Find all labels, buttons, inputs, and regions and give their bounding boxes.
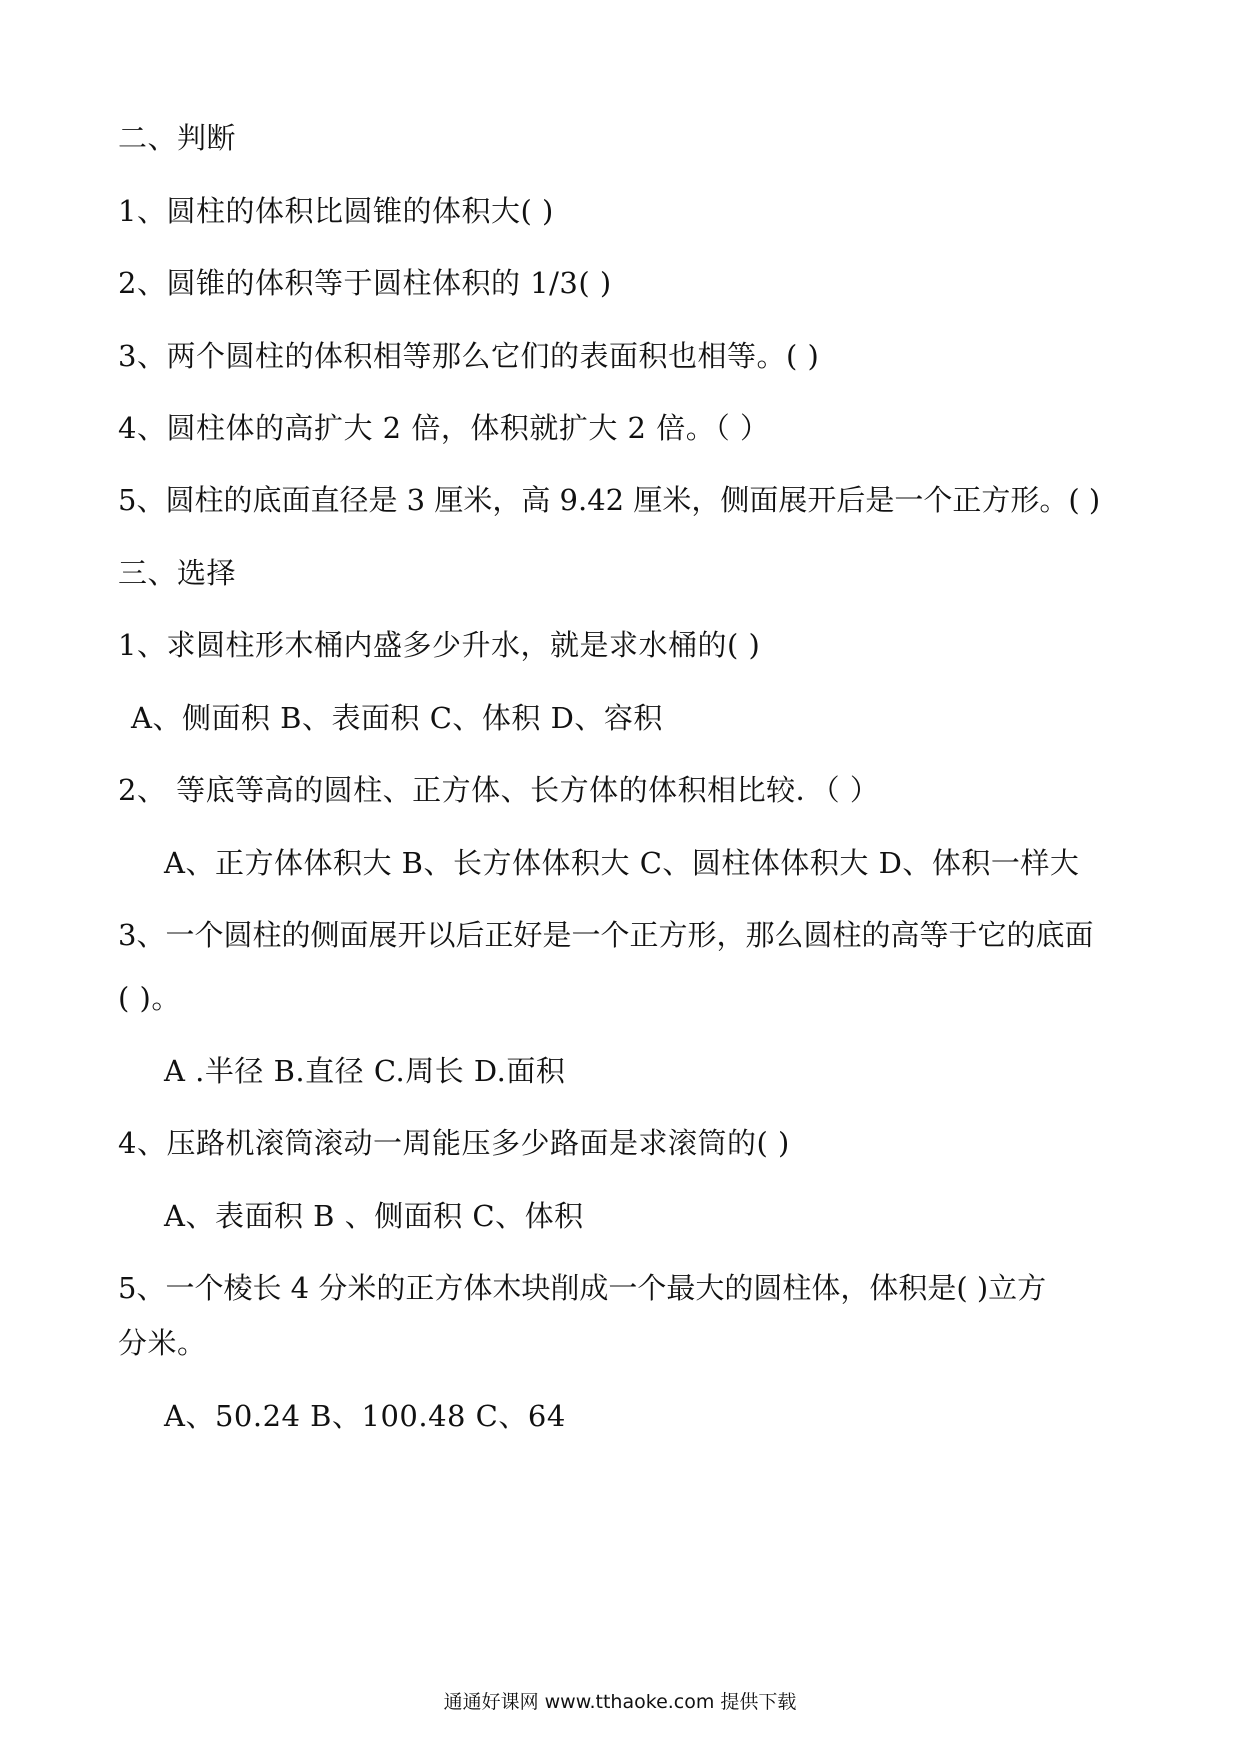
choice-question-4: 4、压路机滚筒滚动一周能压多少路面是求滚筒的( ) — [118, 1126, 790, 1160]
choice-options-4: A、表面积 B 、侧面积 C、体积 — [164, 1199, 584, 1233]
judgment-item-4: 4、圆柱体的高扩大 2 倍，体积就扩大 2 倍。（ ） — [118, 411, 770, 445]
choice-question-3-line2: ( )。 — [118, 981, 181, 1015]
section-heading-choice: 三、选择 — [118, 556, 237, 590]
choice-options-5: A、50.24 B、100.48 C、64 — [164, 1399, 566, 1433]
choice-options-2: A、正方体体积大 B、长方体体积大 C、圆柱体体积大 D、体积一样大 — [164, 846, 1080, 880]
section-heading-judgment: 二、判断 — [118, 121, 237, 155]
judgment-item-2: 2、圆锥的体积等于圆柱体积的 1/3( ) — [118, 266, 612, 300]
choice-question-2: 2、 等底等高的圆柱、正方体、长方体的体积相比较．（ ） — [118, 773, 880, 807]
judgment-item-5: 5、圆柱的底面直径是 3 厘米，高 9.42 厘米，侧面展开后是一个正方形。( ) — [118, 483, 1101, 517]
footer-download-note: 通通好课网 www.tthaoke.com 提供下载 — [443, 1691, 797, 1713]
choice-question-1: 1、求圆柱形木桶内盛多少升水，就是求水桶的( ) — [118, 628, 761, 662]
judgment-item-1: 1、圆柱的体积比圆锥的体积大( ) — [118, 194, 554, 228]
judgment-item-3: 3、两个圆柱的体积相等那么它们的表面积也相等。( ) — [118, 339, 820, 373]
choice-options-3: A .半径 B.直径 C.周长 D.面积 — [164, 1054, 566, 1088]
choice-question-3-line1: 3、一个圆柱的侧面展开以后正好是一个正方形，那么圆柱的高等于它的底面 — [118, 918, 1094, 952]
choice-options-1: A、侧面积 B、表面积 C、体积 D、容积 — [131, 701, 663, 735]
choice-question-5-line2: 分米。 — [118, 1326, 207, 1360]
choice-question-5-line1: 5、一个棱长 4 分米的正方体木块削成一个最大的圆柱体，体积是( )立方 — [118, 1271, 1047, 1305]
